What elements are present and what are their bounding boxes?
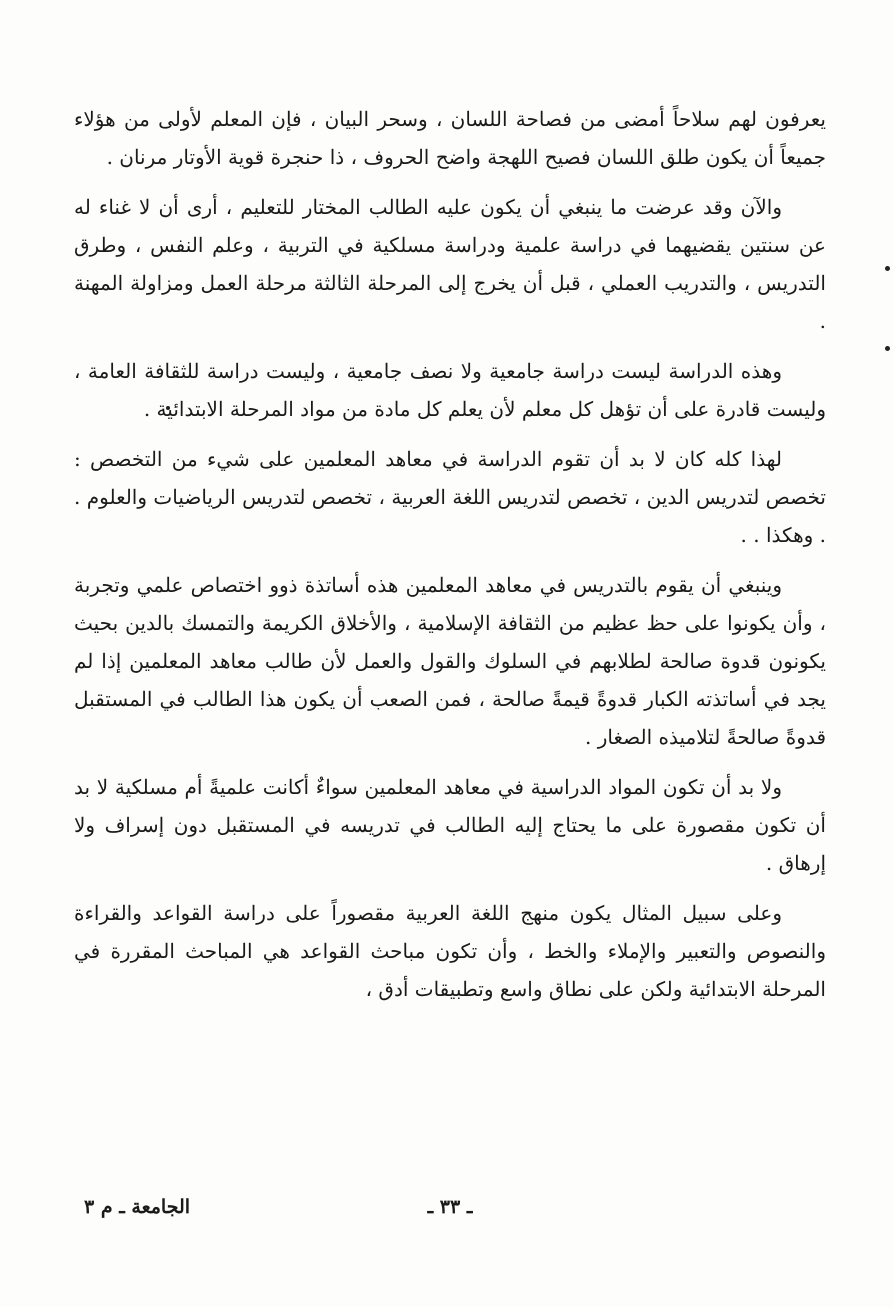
margin-dot xyxy=(885,346,890,351)
paragraph: والآن وقد عرضت ما ينبغي أن يكون عليه الطالب المختار للتعليم ، أرى أن لا غناء له عن سنتين يقضيهما في دراسة علمية ودراسة مسلكية في التربية ، وعلم النفس ، وطرق التدريس ، والتدريب العملي ، قبل أن يخرج إلى المرحلة الثالثة مرحلة العمل ومزاولة المهنة . xyxy=(74,195,826,333)
body-text xyxy=(74,100,826,1008)
page-footer xyxy=(74,1196,826,1236)
paragraph: وعلى سبيل المثال يكون منهج اللغة العربية مقصوراً على دراسة القواعد والقراءة والنصوص والتعبير والإملاء والخط ، وأن تكون مباحث القواعد هي المباحث المقررة في المرحلة الابتدائية ولكن على نطاق واسع وتطبيقات أدق ، xyxy=(74,901,826,1001)
paragraph: وينبغي أن يقوم بالتدريس في معاهد المعلمين هذه أساتذة ذوو اختصاص علمي وتجربة ، وأن يكونوا على حظ عظيم من الثقافة الإسلامية ، والأخلاق الكريمة والتمسك بالدين بحيث يكونون قدوة صالحة لطلابهم في السلوك والقول والعمل لأن طالب معاهد المعلمين إذا لم يجد في أساتذته الكبار قدوةً قيمةً صالحة ، فمن الصعب أن يكون هذا الطالب في المستقبل قدوةً صالحةً لتلاميذه الصغار . xyxy=(74,573,826,749)
paragraph: يعرفون لهم سلاحاً أمضى من فصاحة اللسان ، وسحر البيان ، فإن المعلم لأولى من هؤلاء جميعاً أن يكون طلق اللسان فصيح اللهجة واضح الحروف ، ذا حنجرة قوية الأوتار مرنان . xyxy=(74,107,826,169)
paragraph: وهذه الدراسة ليست دراسة جامعية ولا نصف جامعية ، وليست دراسة للثقافة العامة ، وليست قادرة على أن تؤهل كل معلم لأن يعلم كل مادة من مواد المرحلة الابتدائية . xyxy=(74,359,826,421)
margin-dot xyxy=(885,266,890,271)
paragraph: ولا بد أن تكون المواد الدراسية في معاهد المعلمين سواءٌ أكانت علميةً أم مسلكية لا بد أن تكون مقصورة على ما يحتاج إليه الطالب في تدريسه في المستقبل دون إسراف ولا إرهاق . xyxy=(74,775,826,875)
paragraph: لهذا كله كان لا بد أن تقوم الدراسة في معاهد المعلمين على شيء من التخصص : تخصص لتدريس الدين ، تخصص لتدريس اللغة العربية ، تخصص لتدريس الرياضيات والعلوم . . وهكذا . . xyxy=(74,447,826,547)
page-number: ـ ٣٣ ـ xyxy=(427,1196,473,1218)
signature-mark: الجامعة ـ م ٣ xyxy=(84,1196,191,1218)
